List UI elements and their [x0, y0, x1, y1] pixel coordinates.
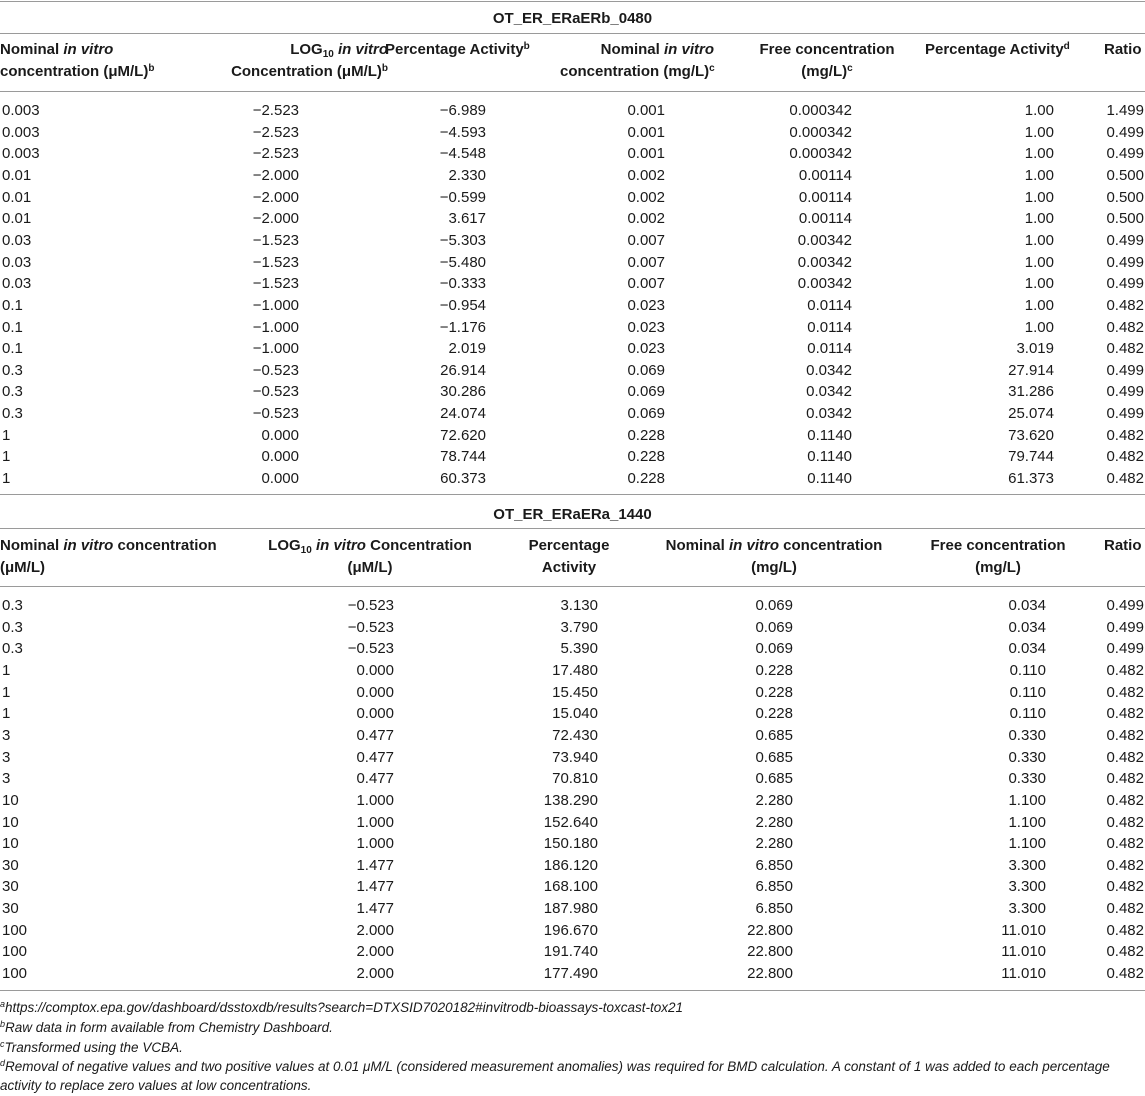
cell-pct-activity: −5.480 — [439, 253, 486, 271]
cell-nominal-um: 0.003 — [2, 123, 40, 141]
cell-free-conc: 0.110 — [1009, 705, 1046, 723]
table-row — [0, 768, 1145, 790]
cell-pct-activity: −0.333 — [439, 275, 486, 293]
cell-ratio: 0.499 — [1106, 597, 1144, 614]
cell-log-conc: 0.000 — [261, 470, 299, 488]
cell-nominal-mg: 0.069 — [755, 597, 793, 614]
cell-log-conc: −0.523 — [252, 361, 299, 379]
cell-log-conc: −1.523 — [252, 231, 299, 249]
table-row — [0, 338, 1145, 360]
cell-nominal-mg: 0.228 — [755, 661, 793, 679]
cell-nominal-um: 0.01 — [2, 188, 32, 206]
table-row — [0, 595, 1145, 617]
cell-nominal-mg: 0.228 — [627, 470, 665, 488]
cell-pct-activity: 26.914 — [440, 361, 486, 379]
cell-log-conc: 0.477 — [356, 770, 394, 788]
cell-log-conc: 0.477 — [356, 748, 394, 766]
cell-nominal-um: 0.3 — [2, 383, 23, 401]
cell-nominal-um: 100 — [2, 921, 28, 939]
cell-pct-activity-adjusted: 1.00 — [1024, 296, 1054, 314]
cell-nominal-um: 1 — [2, 426, 11, 444]
cell-ratio: 0.500 — [1106, 166, 1144, 184]
cell-nominal-mg: 0.069 — [627, 361, 665, 379]
cell-nominal-um: 1 — [2, 683, 11, 701]
cell-pct-activity-adjusted: 1.00 — [1024, 102, 1054, 119]
cell-ratio: 0.482 — [1106, 943, 1144, 961]
cell-nominal-mg: 0.685 — [755, 770, 793, 788]
table-row — [0, 941, 1145, 963]
cell-free-conc: 11.010 — [1001, 943, 1046, 961]
cell-free-conc: 0.0114 — [807, 296, 852, 314]
cell-free-conc: 0.00342 — [797, 231, 852, 249]
table2-bottom-rule — [0, 990, 1145, 991]
table2-title: OT_ER_ERaERa_1440 — [493, 506, 652, 523]
cell-ratio: 0.499 — [1106, 640, 1144, 658]
cell-log-conc: −1.523 — [252, 253, 299, 271]
table2-header-free: Free concentration (mg/L) — [930, 537, 1066, 576]
cell-pct-activity: −5.303 — [439, 231, 486, 249]
cell-nominal-um: 100 — [2, 943, 28, 961]
cell-pct-activity-adjusted: 79.744 — [1008, 448, 1054, 466]
cell-free-conc: 0.000342 — [789, 145, 852, 163]
footnote-d: $^d$Removal of negative values and two positive values at 0.01 μM/L (considered measurement anomalies) was required for BMD calculation. A constant of 1 was added to each percentage activity to replace zero values at low concentrations. — [0, 1058, 1110, 1093]
table1-title: OT_ER_ERaERb_0480 — [492, 10, 653, 27]
cell-log-conc: −0.523 — [347, 597, 394, 614]
cell-log-conc: 0.000 — [356, 683, 394, 701]
cell-log-conc: −2.523 — [252, 145, 299, 163]
cell-pct-activity: 196.670 — [543, 921, 598, 939]
cell-log-conc: −2.000 — [252, 166, 299, 184]
cell-pct-activity-adjusted: 31.286 — [1008, 383, 1054, 401]
cell-pct-activity: 3.790 — [560, 618, 598, 636]
table-row — [0, 295, 1145, 317]
cell-free-conc: 0.000342 — [789, 102, 852, 119]
cell-nominal-um: 0.01 — [2, 166, 32, 184]
cell-pct-activity: 60.373 — [440, 470, 486, 488]
cell-free-conc: 1.100 — [1008, 813, 1046, 831]
table-row — [0, 165, 1145, 187]
cell-nominal-mg: 0.023 — [627, 340, 665, 358]
cell-ratio: 0.482 — [1106, 318, 1144, 336]
cell-pct-activity: 3.617 — [448, 210, 486, 228]
cell-pct-activity: 187.980 — [543, 900, 598, 918]
cell-pct-activity: 30.286 — [440, 383, 486, 401]
cell-free-conc: 0.110 — [1009, 661, 1046, 679]
top-rule — [0, 1, 1145, 2]
cell-nominal-um: 10 — [2, 813, 19, 831]
cell-nominal-mg: 22.800 — [747, 921, 793, 939]
cell-log-conc: −0.523 — [347, 618, 394, 636]
table-row — [0, 446, 1145, 468]
cell-pct-activity: −0.954 — [439, 296, 486, 314]
cell-pct-activity: 150.180 — [543, 835, 598, 853]
cell-free-conc: 3.300 — [1008, 856, 1046, 874]
cell-free-conc: 0.0114 — [807, 340, 852, 358]
cell-nominal-mg: 0.685 — [755, 726, 793, 744]
cell-ratio: 0.499 — [1106, 405, 1144, 423]
cell-log-conc: −1.000 — [252, 296, 299, 314]
cell-log-conc: 2.000 — [356, 943, 394, 961]
cell-nominal-mg: 0.002 — [627, 166, 665, 184]
cell-pct-activity-adjusted: 73.620 — [1008, 426, 1054, 444]
cell-pct-activity: 5.390 — [560, 640, 598, 658]
table-row — [0, 403, 1145, 425]
table-row — [0, 833, 1145, 855]
cell-free-conc: 11.010 — [1001, 921, 1046, 939]
table-row — [0, 360, 1145, 382]
cell-ratio: 0.482 — [1106, 921, 1144, 939]
cell-nominal-um: 0.003 — [2, 145, 40, 163]
cell-log-conc: −2.523 — [252, 123, 299, 141]
cell-ratio: 0.482 — [1106, 426, 1144, 444]
cell-free-conc: 0.034 — [1008, 618, 1046, 636]
cell-log-conc: 0.477 — [356, 726, 394, 744]
cell-pct-activity-adjusted: 27.914 — [1008, 361, 1054, 379]
cell-nominal-mg: 0.685 — [755, 748, 793, 766]
cell-nominal-mg: 0.002 — [627, 210, 665, 228]
cell-free-conc: 0.00114 — [798, 188, 852, 206]
cell-nominal-mg: 2.280 — [755, 813, 793, 831]
cell-nominal-mg: 6.850 — [755, 900, 793, 918]
cell-free-conc: 1.100 — [1008, 791, 1046, 809]
cell-log-conc: 2.000 — [356, 965, 394, 983]
cell-ratio: 0.499 — [1106, 275, 1144, 293]
table-row — [0, 898, 1145, 920]
cell-nominal-um: 30 — [2, 856, 19, 874]
cell-nominal-mg: 2.280 — [755, 791, 793, 809]
cell-nominal-mg: 0.023 — [627, 318, 665, 336]
cell-free-conc: 0.0342 — [806, 361, 852, 379]
cell-pct-activity: 152.640 — [543, 813, 598, 831]
cell-log-conc: 1.477 — [356, 900, 394, 918]
cell-nominal-um: 0.03 — [2, 231, 32, 249]
table-row — [0, 876, 1145, 898]
table1-header-nominal: Nominal in vitro concentration $(\mu M/L)^b$ — [0, 41, 155, 80]
cell-nominal-mg: 0.228 — [755, 683, 793, 701]
cell-nominal-um: 0.03 — [2, 253, 32, 271]
cell-pct-activity: −0.599 — [439, 188, 486, 206]
cell-free-conc: 0.00342 — [797, 275, 852, 293]
cell-nominal-um: 0.3 — [2, 618, 23, 636]
cell-nominal-mg: 22.800 — [747, 943, 793, 961]
cell-free-conc: 3.300 — [1008, 878, 1046, 896]
cell-nominal-um: 0.03 — [2, 275, 32, 293]
cell-ratio: 0.482 — [1106, 878, 1144, 896]
cell-free-conc: 0.0342 — [806, 383, 852, 401]
cell-nominal-um: 3 — [2, 748, 11, 766]
cell-pct-activity: 2.330 — [448, 166, 486, 184]
cell-ratio: 0.499 — [1106, 231, 1144, 249]
cell-nominal-mg: 0.069 — [755, 640, 793, 658]
cell-pct-activity: 70.810 — [552, 770, 598, 788]
cell-pct-activity-adjusted: 1.00 — [1024, 188, 1054, 206]
cell-nominal-mg: 0.069 — [627, 383, 665, 401]
cell-nominal-mg: 0.001 — [627, 123, 665, 141]
table-row — [0, 425, 1145, 447]
cell-free-conc: 0.0114 — [807, 318, 852, 336]
cell-pct-activity: 73.940 — [552, 748, 598, 766]
cell-pct-activity: 177.490 — [543, 965, 598, 983]
cell-pct-activity-adjusted: 1.00 — [1024, 145, 1054, 163]
table1-header-log: $LOG_{10}$ in vitro Concentration $(\mu M/L)^b$ — [231, 41, 388, 80]
table2-header-rule — [0, 586, 1145, 587]
cell-log-conc: 1.000 — [356, 791, 394, 809]
table-row — [0, 230, 1145, 252]
cell-free-conc: 0.1140 — [807, 470, 852, 488]
cell-nominal-um: 0.3 — [2, 640, 23, 658]
table-row — [0, 703, 1145, 725]
table-row — [0, 747, 1145, 769]
table-row — [0, 143, 1145, 165]
cell-pct-activity: 138.290 — [543, 791, 598, 809]
cell-log-conc: −2.000 — [252, 210, 299, 228]
cell-ratio: 0.482 — [1106, 748, 1144, 766]
cell-pct-activity: 168.100 — [543, 878, 598, 896]
cell-nominal-um: 100 — [2, 965, 28, 983]
table-row — [0, 100, 1145, 122]
cell-pct-activity-adjusted: 1.00 — [1024, 318, 1054, 336]
cell-nominal-um: 10 — [2, 835, 19, 853]
footnote-b: $^b$Raw data in form available from Chemistry Dashboard. — [0, 1019, 333, 1035]
cell-pct-activity: −4.548 — [439, 145, 486, 163]
cell-ratio: 1.499 — [1106, 102, 1144, 119]
cell-log-conc: −2.000 — [252, 188, 299, 206]
cell-pct-activity: −6.989 — [439, 102, 486, 119]
cell-free-conc: 0.034 — [1008, 597, 1046, 614]
cell-ratio: 0.482 — [1106, 296, 1144, 314]
table2-header-ratio: Ratio — [1104, 537, 1142, 554]
cell-nominal-um: 0.1 — [2, 296, 23, 314]
cell-ratio: 0.482 — [1106, 448, 1144, 466]
footnote-c: $^c$Transformed using the VCBA. — [0, 1039, 183, 1055]
cell-log-conc: −1.000 — [252, 340, 299, 358]
cell-pct-activity: 3.130 — [560, 597, 598, 614]
cell-nominal-um: 0.1 — [2, 340, 23, 358]
cell-free-conc: 0.0342 — [806, 405, 852, 423]
cell-nominal-um: 1 — [2, 661, 11, 679]
cell-ratio: 0.499 — [1106, 123, 1144, 141]
cell-pct-activity-adjusted: 1.00 — [1024, 210, 1054, 228]
cell-ratio: 0.499 — [1106, 383, 1144, 401]
table1-title-rule — [0, 33, 1145, 34]
cell-ratio: 0.482 — [1106, 470, 1144, 488]
cell-nominal-mg: 0.007 — [627, 253, 665, 271]
table-row — [0, 273, 1145, 295]
table-row — [0, 790, 1145, 812]
cell-nominal-mg: 0.069 — [755, 618, 793, 636]
table1-header-rule — [0, 91, 1145, 92]
table2-header-nominal: Nominal in vitro concentration (μM/L) — [0, 537, 217, 576]
table-row — [0, 122, 1145, 144]
cell-nominal-mg: 0.069 — [627, 405, 665, 423]
cell-ratio: 0.482 — [1106, 705, 1144, 723]
cell-nominal-um: 0.01 — [2, 210, 32, 228]
table-row — [0, 725, 1145, 747]
cell-pct-activity: 191.740 — [543, 943, 598, 961]
table-row — [0, 963, 1145, 985]
cell-free-conc: 0.330 — [1008, 726, 1046, 744]
table1-header-free: Free concentration $(mg/L)^c$ — [759, 41, 895, 80]
cell-nominal-mg: 6.850 — [755, 856, 793, 874]
cell-log-conc: 1.477 — [356, 878, 394, 896]
cell-ratio: 0.482 — [1106, 813, 1144, 831]
cell-nominal-um: 1 — [2, 705, 11, 723]
table-row — [0, 812, 1145, 834]
cell-pct-activity: 24.074 — [440, 405, 486, 423]
cell-nominal-mg: 0.001 — [627, 102, 665, 119]
table2-header-pct: Percentage Activity — [528, 537, 610, 576]
cell-ratio: 0.482 — [1106, 791, 1144, 809]
cell-nominal-mg: 0.228 — [627, 426, 665, 444]
cell-ratio: 0.482 — [1106, 340, 1144, 358]
cell-nominal-mg: 22.800 — [747, 965, 793, 983]
cell-nominal-um: 0.1 — [2, 318, 23, 336]
cell-nominal-mg: 0.228 — [627, 448, 665, 466]
cell-nominal-um: 30 — [2, 900, 19, 918]
cell-nominal-mg: 0.007 — [627, 231, 665, 249]
cell-pct-activity: −4.593 — [439, 123, 486, 141]
table-row — [0, 855, 1145, 877]
cell-log-conc: 1.000 — [356, 813, 394, 831]
table1-header-nommg: Nominal in vitro concentration $(mg/L)^c$ — [560, 41, 715, 80]
cell-free-conc: 0.000342 — [789, 123, 852, 141]
cell-log-conc: 0.000 — [356, 705, 394, 723]
cell-free-conc: 11.010 — [1001, 965, 1046, 983]
table1-bottom-rule — [0, 494, 1145, 495]
cell-log-conc: −0.523 — [347, 640, 394, 658]
cell-nominal-mg: 0.002 — [627, 188, 665, 206]
cell-pct-activity: 78.744 — [440, 448, 486, 466]
cell-pct-activity-adjusted: 3.019 — [1016, 340, 1054, 358]
cell-free-conc: 0.330 — [1008, 748, 1046, 766]
cell-ratio: 0.482 — [1106, 835, 1144, 853]
cell-log-conc: 0.000 — [261, 448, 299, 466]
table-row — [0, 468, 1145, 490]
table-row — [0, 682, 1145, 704]
cell-ratio: 0.482 — [1106, 726, 1144, 744]
table-row — [0, 187, 1145, 209]
cell-ratio: 0.482 — [1106, 661, 1144, 679]
footnote-a: $^a$https://comptox.epa.gov/dashboard/dsstoxdb/results?search=DTXSID7020182#invitrodb-bioassays-toxcast-tox21 — [0, 999, 684, 1015]
cell-log-conc: −2.523 — [252, 102, 299, 119]
cell-ratio: 0.500 — [1106, 210, 1144, 228]
cell-log-conc: −1.000 — [252, 318, 299, 336]
table2-title-rule — [0, 528, 1145, 529]
cell-pct-activity: 2.019 — [448, 340, 486, 358]
table2-header-log: $LOG_{10}$ in vitro Concentration (μM/L) — [268, 537, 472, 576]
cell-pct-activity-adjusted: 1.00 — [1024, 231, 1054, 249]
cell-free-conc: 1.100 — [1008, 835, 1046, 853]
cell-ratio: 0.499 — [1106, 145, 1144, 163]
cell-ratio: 0.499 — [1106, 618, 1144, 636]
cell-ratio: 0.500 — [1106, 188, 1144, 206]
cell-nominal-um: 3 — [2, 770, 11, 788]
cell-ratio: 0.482 — [1106, 683, 1144, 701]
cell-free-conc: 0.1140 — [807, 426, 852, 444]
table-row — [0, 660, 1145, 682]
cell-free-conc: 0.1140 — [807, 448, 852, 466]
cell-ratio: 0.482 — [1106, 900, 1144, 918]
cell-nominal-um: 0.3 — [2, 597, 23, 614]
cell-pct-activity-adjusted: 1.00 — [1024, 123, 1054, 141]
cell-pct-activity: −1.176 — [439, 318, 486, 336]
table-row — [0, 617, 1145, 639]
cell-pct-activity: 15.040 — [552, 705, 598, 723]
cell-nominal-um: 10 — [2, 791, 19, 809]
table-row — [0, 317, 1145, 339]
cell-log-conc: 1.477 — [356, 856, 394, 874]
cell-log-conc: 1.000 — [356, 835, 394, 853]
cell-ratio: 0.499 — [1106, 253, 1144, 271]
cell-nominal-um: 0.003 — [2, 102, 40, 119]
cell-free-conc: 3.300 — [1008, 900, 1046, 918]
cell-nominal-mg: 0.001 — [627, 145, 665, 163]
cell-nominal-um: 1 — [2, 470, 11, 488]
cell-pct-activity-adjusted: 25.074 — [1008, 405, 1054, 423]
cell-ratio: 0.482 — [1106, 965, 1144, 983]
table-row — [0, 208, 1145, 230]
cell-ratio: 0.482 — [1106, 856, 1144, 874]
table-row — [0, 252, 1145, 274]
cell-log-conc: 2.000 — [356, 921, 394, 939]
table-row — [0, 638, 1145, 660]
cell-nominal-mg: 6.850 — [755, 878, 793, 896]
cell-ratio: 0.499 — [1106, 361, 1144, 379]
cell-pct-activity: 72.620 — [440, 426, 486, 444]
table1-header-ratio: Ratio — [1104, 41, 1142, 58]
cell-nominal-um: 3 — [2, 726, 11, 744]
cell-nominal-um: 1 — [2, 448, 11, 466]
cell-log-conc: 0.000 — [261, 426, 299, 444]
cell-nominal-mg: 0.228 — [755, 705, 793, 723]
cell-pct-activity-adjusted: 1.00 — [1024, 253, 1054, 271]
cell-pct-activity: 186.120 — [543, 856, 598, 874]
table-row — [0, 920, 1145, 942]
cell-ratio: 0.482 — [1106, 770, 1144, 788]
cell-nominal-mg: 2.280 — [755, 835, 793, 853]
cell-free-conc: 0.034 — [1008, 640, 1046, 658]
cell-nominal-um: 0.3 — [2, 361, 23, 379]
cell-free-conc: 0.00114 — [798, 166, 852, 184]
cell-nominal-um: 30 — [2, 878, 19, 896]
table1-header-pct-adjusted: Percentage Activity$^d$ — [925, 41, 1070, 58]
cell-pct-activity-adjusted: 61.373 — [1008, 470, 1054, 488]
cell-pct-activity-adjusted: 1.00 — [1024, 166, 1054, 184]
cell-nominal-mg: 0.007 — [627, 275, 665, 293]
cell-nominal-um: 0.3 — [2, 405, 23, 423]
table-row — [0, 381, 1145, 403]
cell-free-conc: 0.00342 — [797, 253, 852, 271]
cell-free-conc: 0.00114 — [798, 210, 852, 228]
cell-nominal-mg: 0.023 — [627, 296, 665, 314]
cell-log-conc: −1.523 — [252, 275, 299, 293]
cell-pct-activity-adjusted: 1.00 — [1024, 275, 1054, 293]
cell-pct-activity: 15.450 — [552, 683, 598, 701]
table2-header-nommg: Nominal in vitro concentration (mg/L) — [665, 537, 883, 576]
cell-pct-activity: 17.480 — [552, 661, 598, 679]
cell-free-conc: 0.330 — [1008, 770, 1046, 788]
cell-free-conc: 0.110 — [1009, 683, 1046, 701]
cell-pct-activity: 72.430 — [552, 726, 598, 744]
table1-header-pct: Percentage Activity$^b$ — [385, 41, 530, 58]
cell-log-conc: 0.000 — [356, 661, 394, 679]
cell-log-conc: −0.523 — [252, 405, 299, 423]
cell-log-conc: −0.523 — [252, 383, 299, 401]
